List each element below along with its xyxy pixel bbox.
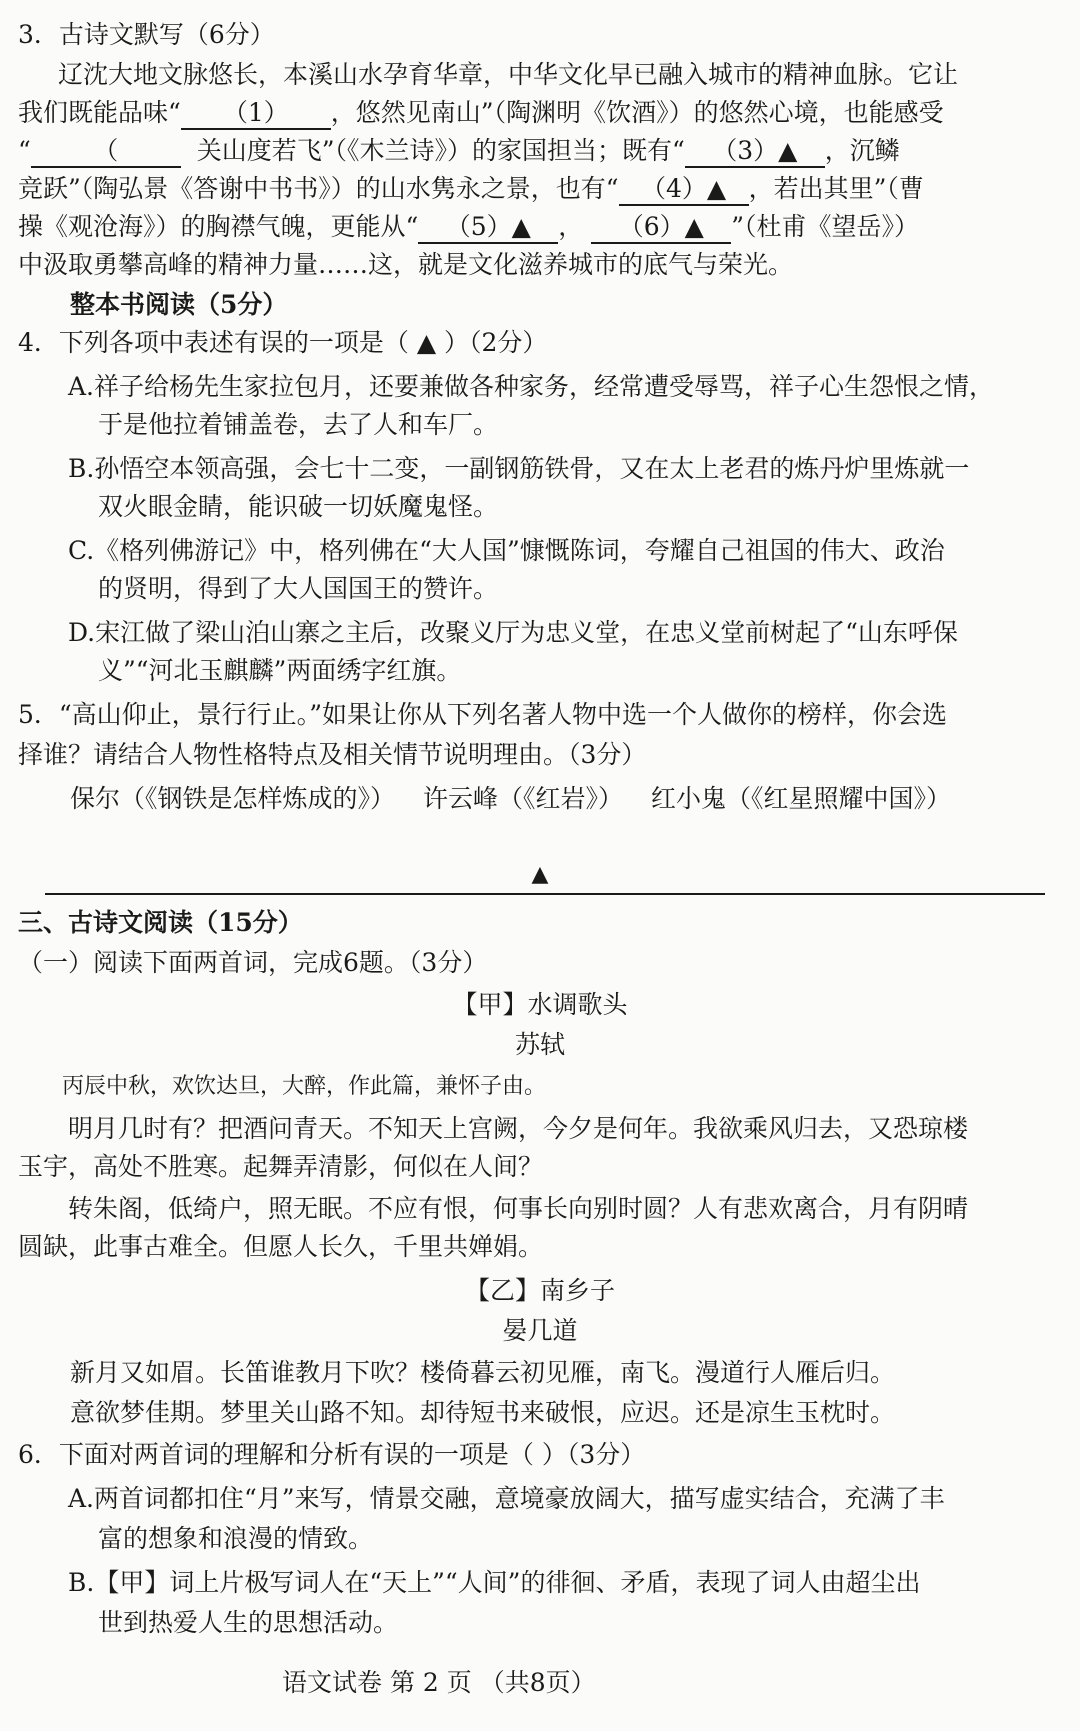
poem2-author: 晏几道 [502,1316,578,1345]
poem2-line-1: 新月又如眉。长笛谁教月下吹？楼倚暮云初见雁，南飞。漫道行人雁后归。 [70,1358,896,1387]
q6-option-a-1[interactable]: A.两首词都扣住“月”来写，情景交融，意境豪放阔大，描写虚实结合，充满了丰 [68,1484,945,1513]
q4-option-c-1[interactable]: C.《格列佛游记》中，格列佛在“大人国”慷慨陈词，夸耀自己祖国的伟大、政治 [68,536,945,565]
q3-text: ”（杜甫《望岳》） [731,212,920,241]
q5-choice-1: 保尔（《钢铁是怎样炼成的》） [70,784,396,813]
q6-stem: 6．下面对两首词的理解和分析有误的一项是（ ）（3分） [18,1440,646,1469]
q3-text: ，悠然见南山”（陶渊明《饮酒》）的悠然心境，也能感受 [330,98,944,127]
blank-5[interactable]: （5）▲ [418,212,558,244]
q3-line-4 [18,172,1080,206]
blank-4[interactable]: （4）▲ [619,174,749,206]
q3-text: 我们既能品味“ [18,98,181,127]
q4-option-c-2: 的贤明，得到了大人国国王的赞许。 [98,574,499,603]
q4-option-d-1[interactable]: D.宋江做了梁山泊山寨之主后，改聚义厅为忠义堂，在忠义堂前树起了“山东呼保 [68,618,958,647]
section-2-heading: 整本书阅读（5分） [70,290,288,319]
q5-choice-3: 红小鬼（《红星照耀中国》） [651,784,952,813]
section-3-heading: 三、古诗文阅读（15分） [18,908,303,937]
blank-6[interactable]: （6）▲ [591,212,731,244]
q3-text: “ [18,136,31,165]
blank-1[interactable]: （1） [181,98,331,130]
q3-text: 操《观沧海》）的胸襟气魄，更能从“ [18,212,419,241]
q5-choices [70,782,1080,816]
q3-heading: 3．古诗文默写（6分） [18,20,275,49]
q5-line-1: 5．“高山仰止，景行行止。”如果让你从下列名著人物中选一个人做你的榜样，你会选 [18,700,947,729]
q3-text: ，若出其里”（曹 [748,174,924,203]
poem1-title: 【甲】水调歌头 [452,990,628,1019]
q4-option-a-2: 于是他拉着铺盖卷，去了人和车厂。 [98,410,499,439]
q3-line-2 [18,96,1080,130]
q5-choice-2: 许云峰（《红岩》） [423,784,624,813]
q5-answer-area[interactable]: ▲ [531,862,549,887]
poem1-line-3: 转朱阁，低绮户，照无眠。不应有恨，何事长向别时圆？人有悲欢离合，月有阴晴 [68,1194,969,1223]
q3-text: 关山度若飞”（《木兰诗》）的家国担当；既有“ [196,136,685,165]
poem2-title: 【乙】南乡子 [464,1276,615,1305]
section-3-sub: （一）阅读下面两首词，完成6题。（3分） [18,948,488,977]
q3-text: 竞跃”（陶弘景《答谢中书书》）的山水隽永之景，也有“ [18,174,619,203]
q4-option-d-2: 义”“河北玉麒麟”两面绣字红旗。 [98,656,462,685]
page-footer: 语文试卷 第 2 页 （共8页） [282,1668,596,1697]
poem1-line-1: 明月几时有？把酒问青天。不知天上宫阙，今夕是何年。我欲乘风归去，又恐琼楼 [68,1114,969,1143]
q4-option-a-1[interactable]: A.祥子给杨先生家拉包月，还要兼做各种家务，经常遭受辱骂，祥子心生怨恨之情， [68,372,995,401]
q3-text: ， [558,212,584,241]
q4-stem: 4．下列各项中表述有误的一项是（ ▲ ）（2分） [18,328,548,357]
q4-option-b-2: 双火眼金睛，能识破一切妖魔鬼怪。 [98,492,499,521]
poem1-author: 苏轼 [514,1030,565,1059]
poem1-preface: 丙辰中秋，欢饮达旦，大醉，作此篇，兼怀子由。 [62,1074,547,1099]
poem2-line-2: 意欲梦佳期。梦里关山路不知。却待短书来破恨，应迟。还是凉生玉枕时。 [70,1398,896,1427]
q3-text: ，沉鳞 [824,136,900,165]
blank-2[interactable]: （ [31,136,181,168]
blank-3[interactable]: （3）▲ [685,136,825,168]
poem1-line-4: 圆缺，此事古难全。但愿人长久，千里共婵娟。 [18,1232,544,1261]
q5-line-2: 择谁？请结合人物性格特点及相关情节说明理由。（3分） [18,740,647,769]
q6-option-b-2: 世到热爱人生的思想活动。 [98,1608,399,1637]
q3-line-6: 中汲取勇攀高峰的精神力量……这，就是文化滋养城市的底气与荣光。 [18,250,794,279]
answer-line [45,893,1045,895]
q3-line-5 [18,210,1080,244]
q3-line-3 [18,134,1080,168]
poem1-line-2: 玉宇，高处不胜寒。起舞弄清影，何似在人间？ [18,1152,544,1181]
q4-option-b-1[interactable]: B.孙悟空本领高强，会七十二变，一副钢筋铁骨，又在太上老君的炼丹炉里炼就一 [68,454,970,483]
q6-option-a-2: 富的想象和浪漫的情致。 [98,1524,374,1553]
q3-line-1: 辽沈大地文脉悠长，本溪山水孕育华章，中华文化早已融入城市的精神血脉。它让 [58,60,959,89]
q6-option-b-1[interactable]: B.【甲】词上片极写词人在“天上”“人间”的徘徊、矛盾，表现了词人由超尘出 [68,1568,921,1597]
